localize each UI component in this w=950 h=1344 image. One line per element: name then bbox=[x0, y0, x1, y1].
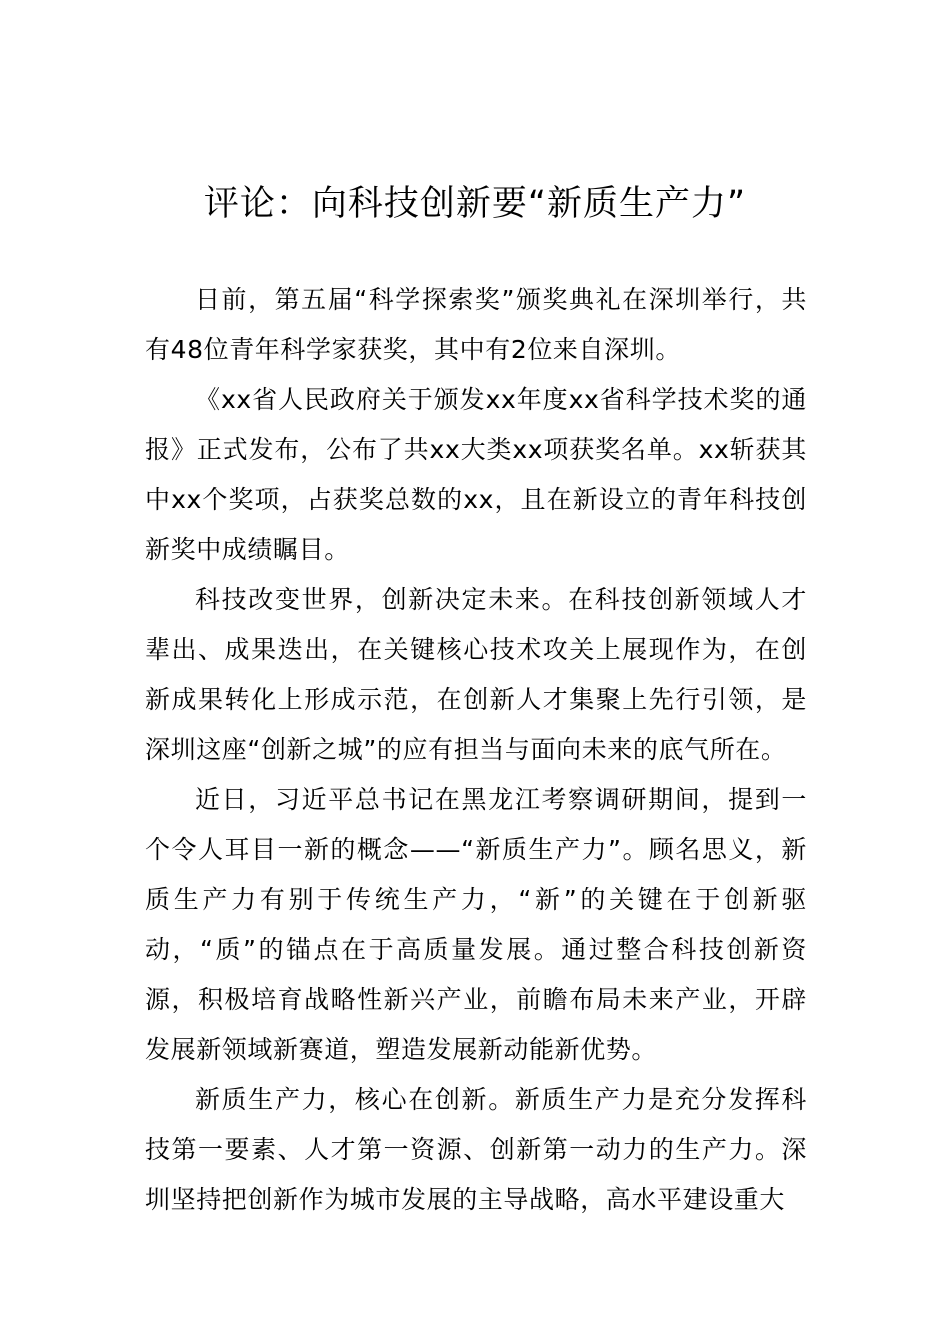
paragraph-4: 近日，习近平总书记在黑龙江考察调研期间，提到一个令人耳目一新的概念——“新质生产力”。顾名思义，新质生产力有别于传统生产力，“新”的关键在于创新驱动，“质”的锚点在于高质量发展。通过整合科技创新资源，积极培育战略性新兴产业，前瞻布局未来产业，开辟发展新领域新赛道，塑造发展新动能新优势。 bbox=[145, 785, 807, 1064]
paragraph-3: 科技改变世界，创新决定未来。在科技创新领域人才辈出、成果迭出，在关键核心技术攻关上展现作为，在创新成果转化上形成示范，在创新人才集聚上先行引领，是深圳这座“创新之城”的应有担当与面向未来的底气所在。 bbox=[145, 585, 807, 764]
paragraph-5: 新质生产力，核心在创新。新质生产力是充分发挥科技第一要素、人才第一资源、创新第一动力的生产力。深圳坚持把创新作为城市发展的主导战略，高水平建设重大 bbox=[145, 1085, 807, 1214]
page-title: 评论：向科技创新要“新质生产力” bbox=[203, 184, 747, 224]
paragraph-1: 日前，第五届“科学探索奖”颁奖典礼在深圳举行，共有48位青年科学家获奖，其中有2位来自深圳。 bbox=[145, 285, 807, 364]
article-body bbox=[145, 275, 807, 1225]
paragraph-2: 《xx省人民政府关于颁发xx年度xx省科学技术奖的通报》正式发布，公布了共xx大类xx项获奖名单。xx斩获其中xx个奖项，占获奖总数的xx，且在新设立的青年科技创新奖中成绩瞩目。 bbox=[145, 385, 807, 564]
